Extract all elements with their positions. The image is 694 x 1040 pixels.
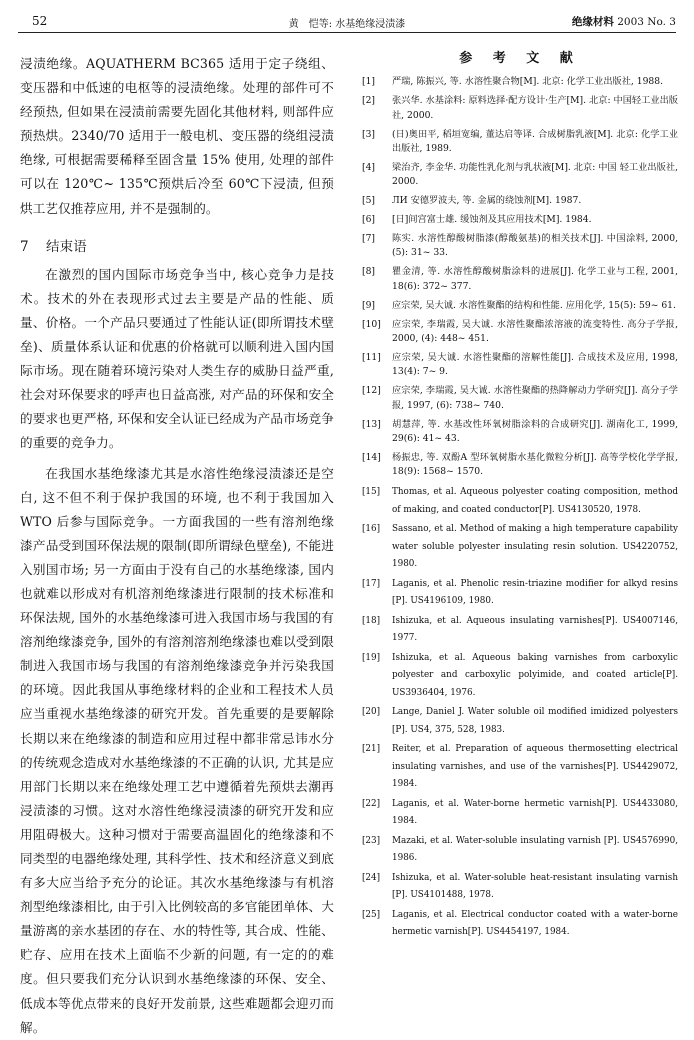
reference-text: [日]间宫富士雄. 缓蚀剂及其应用技术[M]. 1984. bbox=[392, 214, 592, 226]
reference-list-english bbox=[362, 484, 678, 942]
reference-item bbox=[362, 796, 678, 831]
running-header bbox=[18, 12, 676, 33]
reference-item bbox=[362, 194, 678, 208]
reference-text: 胡慧萍, 等. 水基改性环氧树脂涂料的合成研究[J]. 湖南化工, 1999, 29(6): 41~ 43. bbox=[392, 418, 678, 444]
reference-number: [11] bbox=[362, 351, 381, 363]
reference-text: 瞿金清, 等. 水溶性醇酸树脂涂料的进展[J]. 化学工业与工程, 2001, 18(6): 372~ 377. bbox=[392, 266, 678, 292]
reference-number: [25] bbox=[362, 909, 381, 920]
reference-item bbox=[362, 484, 678, 519]
reference-item bbox=[362, 265, 678, 294]
reference-item bbox=[362, 351, 678, 380]
reference-item bbox=[362, 521, 678, 574]
reference-item bbox=[362, 576, 678, 611]
reference-text: Ishizuka, et al. Water-soluble heat-resistant insulating varnish [P]. US4101488, 1978. bbox=[392, 872, 678, 901]
reference-number: [19] bbox=[362, 652, 381, 663]
reference-number: [23] bbox=[362, 835, 381, 846]
reference-number: [20] bbox=[362, 707, 381, 718]
reference-number: [8] bbox=[362, 266, 376, 278]
reference-number: [7] bbox=[362, 233, 376, 245]
reference-text: Laganis, et al. Phenolic resin-triazine modifier for alkyd resins [P]. US4196109, 1980. bbox=[392, 578, 678, 607]
reference-number: [17] bbox=[362, 578, 381, 589]
reference-text: 陈实. 水溶性醇酸树脂漆(醇酸氨基)的相关技术[J]. 中国涂料, 2000, (5): 31~ 33. bbox=[392, 233, 678, 259]
reference-item bbox=[362, 161, 678, 190]
reference-item bbox=[362, 613, 678, 648]
body-column bbox=[20, 52, 334, 1040]
section-number: 7 bbox=[20, 238, 29, 255]
reference-item bbox=[362, 318, 678, 347]
reference-number: [14] bbox=[362, 451, 381, 463]
section-title: 结束语 bbox=[46, 238, 87, 255]
reference-item bbox=[362, 128, 678, 157]
running-title: 黄 恺等: 水基绝缘浸渍漆 bbox=[288, 19, 406, 30]
reference-item bbox=[362, 833, 678, 868]
reference-item bbox=[362, 418, 678, 447]
reference-text: 严瑞, 陈振兴, 等. 水溶性聚合物[M]. 北京: 化学工业出版社, 1988. bbox=[392, 76, 664, 88]
reference-text: 梁治齐, 李金华. 功能性乳化剂与乳状液[M]. 北京: 中国 轻工业出版社, 2000. bbox=[392, 161, 678, 188]
page-number: 52 bbox=[32, 14, 48, 28]
reference-number: [1] bbox=[362, 76, 376, 88]
reference-number: [12] bbox=[362, 385, 381, 397]
journal-issue: 2003 No. 3 bbox=[617, 16, 676, 28]
reference-item bbox=[362, 94, 678, 123]
reference-number: [9] bbox=[362, 299, 376, 311]
journal-name: 绝缘材料 bbox=[571, 16, 614, 28]
reference-text: 应宗荣, 吴大诚. 水溶性聚酯的溶解性能[J]. 合成技术及应用, 1998, 13(4): 7~ 9. bbox=[392, 351, 678, 378]
reference-item bbox=[362, 232, 678, 261]
reference-item bbox=[362, 704, 678, 739]
reference-item bbox=[362, 451, 678, 480]
reference-item bbox=[362, 907, 678, 942]
reference-text: Laganis, et al. Electrical conductor coated with a water-borne hermetic varnish[P]. US4454197, 1984. bbox=[392, 909, 678, 938]
reference-number: [16] bbox=[362, 524, 381, 535]
reference-item bbox=[362, 213, 678, 227]
reference-text: (日)奥田平, 稻垣宽编, 董达启等译. 合成树脂乳液[M]. 北京: 化学工业出版社, 1989. bbox=[392, 128, 678, 155]
reference-text: Sassano, et al. Method of making a high temperature capability water soluble polyester insulating resin solution. US4220752, 1980. bbox=[392, 524, 678, 570]
reference-item bbox=[362, 384, 678, 413]
reference-number: [18] bbox=[362, 615, 381, 626]
reference-text: 张兴华. 水基涂料: 原料选择·配方设计·生产[M]. 北京: 中国轻工业出版社, 2000. bbox=[392, 95, 678, 121]
reference-item bbox=[362, 75, 678, 89]
body-paragraph: 在激烈的国内国际市场竞争当中, 核心竞争力是技术。技术的外在表现形式过去主要是产品的性能、质量、价格。一个产品只要通过了性能认证(即所谓技术壁垒)、质量体系认证和优惠的价格就可以顺利进入国内国际市场。现在随着环境污染对人类生存的威胁日益严重, 社会对环保要求的呼声也日益高涨, 对产品的环保和安全的要求也更严格, 环保和安全认证已经成为产品市场竞争的重要的竞争力。 bbox=[20, 266, 334, 451]
reference-text: Lange, Daniel J. Water soluble oil modified imidized polyesters [P]. US4, 375, 528, 1983. bbox=[392, 707, 678, 735]
reference-text: 应宗荣, 李瑞霞, 吴大诚. 水溶性聚酯的热降解动力学研究[J]. 高分子学报, 1997, (6): 738~ 740. bbox=[392, 385, 678, 411]
reference-number: [22] bbox=[362, 798, 381, 809]
reference-item bbox=[362, 299, 678, 313]
reference-number: [6] bbox=[362, 214, 376, 226]
reference-item bbox=[362, 650, 678, 703]
reference-number: [13] bbox=[362, 418, 381, 430]
reference-number: [3] bbox=[362, 128, 376, 140]
journal-info bbox=[572, 14, 676, 29]
references-heading: 参 考 文 献 bbox=[459, 51, 581, 66]
reference-text: 应宗荣, 吴大诚. 水溶性聚酯的结构和性能. 应用化学, 15(5): 59~ 61. bbox=[392, 299, 676, 311]
section-heading bbox=[20, 235, 334, 259]
reference-text: Reiter, et al. Preparation of aqueous thermosetting electrical insulating varnishes, and use of the varnishes[P]. US4429072, 1984. bbox=[392, 744, 678, 790]
reference-number: [15] bbox=[362, 487, 381, 498]
reference-item bbox=[362, 741, 678, 794]
reference-text: 杨振忠, 等. 双酚A 型环氧树脂水基化微粒分析[J]. 高等学校化学学报, 18(9): 1568~ 1570. bbox=[392, 451, 678, 478]
reference-text: Laganis, et al. Water-borne hermetic varnish[P]. US4433080, 1984. bbox=[392, 798, 678, 827]
reference-text: Ishizuka, et al. Aqueous insulating varnishes[P]. US4007146, 1977. bbox=[392, 615, 678, 644]
body-paragraph: 浸渍绝缘。AQUATHERM BC365 适用于定子绕组、变压器和中低速的电枢等的浸渍绝缘。处理的部件可不经预热, 但如果在浸渍前需要先固化其他材料, 则部件应预热烘。2340/70 适用于一般电机、变压器的绕组浸渍绝缘, 可根据需要稀释至固含量 15% 使用, 处理的部件可以在 120℃~ 135℃预烘后冷至 60℃下浸渍, 但预烘工艺仅推荐应用, 并不是强制的。 bbox=[20, 56, 334, 216]
reference-text: Thomas, et al. Aqueous polyester coating composition, method of making, and coated conductor[P]. US4130520, 1978. bbox=[392, 487, 678, 515]
reference-text: Ishizuka, et al. Aqueous baking varnishes from carboxylic polyester and carboxylic polyimide, and coated article[P]. US3936404, 1976. bbox=[392, 652, 678, 698]
reference-text: Mazaki, et al. Water-soluble insulating varnish [P]. US4576990, 1986. bbox=[392, 835, 678, 864]
reference-item bbox=[362, 870, 678, 905]
reference-number: [24] bbox=[362, 872, 381, 883]
reference-list-chinese bbox=[362, 75, 678, 479]
reference-number: [10] bbox=[362, 318, 381, 330]
body-paragraph: 在我国水基绝缘漆尤其是水溶性绝缘浸渍漆还是空白, 这不但不利于保护我国的环境, 也不利于我国加入WTO 后参与国际竞争。一方面我国的一些有溶剂绝缘漆产品受到国环保法规的限制(即所谓绿色壁垒), 不能进入别国市场; 另一方面由于没有自己的水基绝缘漆, 国内也就难以形成对有机溶剂绝缘漆进行限制的技术标准和环保法规, 国外的水基绝缘漆可进入我国市场与我国的有溶剂绝缘漆竞争, 国外的有溶剂溶剂绝缘漆也难以受到限制进入我国市场与我国的有溶剂绝缘漆竞争并污染我国的环境。因此我国从事绝缘材料的企业和工程技术人员应当重视水基绝缘漆的研究开发。首先重要的是要解除长期以来在绝缘漆的制造和应用过程中都非常忌讳水分的传统观念造成对水基绝缘漆的不正确的认识, 尤其是应用部门长期以来在绝缘处理工艺中遵循着先预烘去潮再浸渍漆的习惯。这对水溶性绝缘浸渍漆的研究开发和应用阻碍极大。这种习惯对于需要高温固化的绝缘漆和不同类型的电器绝缘处理, 其科学性、技术和经济意义到底有多大应当给予充分的论证。其次水基绝缘漆与有机溶剂型绝缘漆相比, 由于引入比例较高的多官能团单体、大量游离的亲水基团的存在、水的特性等, 其合成、性能、贮存、应用在技术上面临不少新的问题, 有一定的的难度。但只要我们充分认识到水基绝缘漆的环保、安全、低成本等优点带来的良好开发前景, 这些难题都会迎刃而解。 bbox=[20, 465, 334, 1035]
reference-number: [4] bbox=[362, 161, 376, 173]
reference-number: [2] bbox=[362, 95, 376, 107]
references-column bbox=[362, 52, 678, 944]
reference-number: [5] bbox=[362, 195, 376, 207]
reference-text: ЛИ 安德罗波夫, 等. 金属的绕蚀剂[M]. 1987. bbox=[392, 195, 582, 207]
reference-text: 应宗荣, 李瑞霞, 吴大诚. 水溶性聚酯浓溶液的流变特性. 高分子学报, 2000, (4): 448~ 451. bbox=[392, 318, 678, 344]
reference-number: [21] bbox=[362, 744, 381, 755]
